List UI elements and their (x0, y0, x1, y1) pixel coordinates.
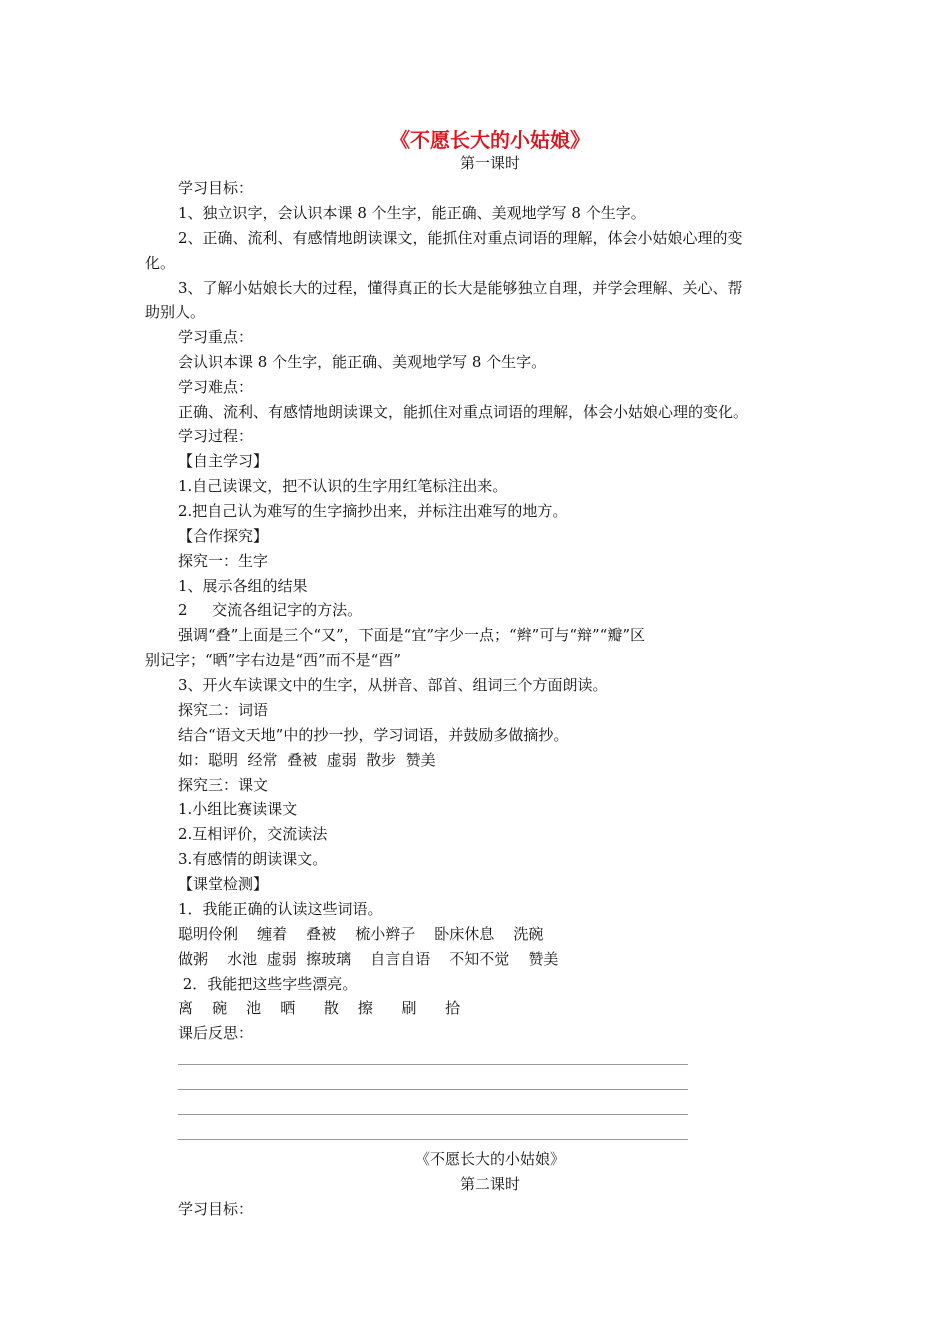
list-item: 1．我能正确的认读这些词语。 (178, 900, 383, 918)
goal-item-continued: 化。 (145, 254, 176, 272)
focus-text: 会认识本课 8 个生字，能正确、美观地学写 8 个生字。 (178, 353, 547, 371)
goals-label: 学习目标： (178, 1200, 254, 1218)
goals-label: 学习目标： (178, 179, 254, 197)
word-list: 如：聪明 经常 叠被 虚弱 散步 赞美 (178, 751, 436, 769)
writing-line (178, 1064, 688, 1065)
section-heading: 【合作探究】 (178, 527, 269, 545)
word-list: 聪明伶俐 缠着 叠被 梳小辫子 卧床休息 洗碗 (178, 925, 544, 943)
list-item: 1.小组比赛读课文 (178, 800, 298, 818)
focus-label: 学习重点： (178, 328, 254, 346)
paragraph: 结合“语文天地”中的抄一抄，学习词语，并鼓励多做摘抄。 (178, 726, 569, 744)
paragraph-continued: 别记字；“晒”字右边是“西”而不是“酉” (145, 651, 402, 669)
paragraph: 强调“叠”上面是三个“又”，下面是“宜”字少一点；“辫”可与“辩”“瓣”区 (178, 626, 646, 644)
goal-item-continued: 助别人。 (145, 303, 206, 321)
document-title: 《不愿长大的小姑娘》 (390, 128, 590, 152)
list-item: 3.有感情的朗读课文。 (178, 850, 328, 868)
section-heading: 【课堂检测】 (178, 875, 269, 893)
goal-item: 1、独立识字，会认识本课 8 个生字，能正确、美观地学写 8 个生字。 (178, 204, 646, 222)
explore-heading: 探究二：词语 (178, 701, 269, 719)
list-item: 1、展示各组的结果 (178, 577, 308, 595)
lesson-heading: 第一课时 (459, 154, 520, 172)
explore-heading: 探究一：生字 (178, 552, 269, 570)
writing-line (178, 1089, 688, 1090)
explore-heading: 探究三：课文 (178, 776, 269, 794)
list-item: 1.自己读课文，把不认识的生字用红笔标注出来。 (178, 477, 508, 495)
section-title: 《不愿长大的小姑娘》 (414, 1150, 565, 1168)
goal-item: 3、了解小姑娘长大的过程，懂得真正的长大是能够独立自理，并学会理解、关心、帮 (178, 279, 743, 297)
reflection-label: 课后反思： (178, 1024, 254, 1042)
lesson-heading: 第二课时 (459, 1175, 520, 1193)
list-item: 3、开火车读课文中的生字，从拼音、部首、组词三个方面朗读。 (178, 676, 608, 694)
goal-item: 2、正确、流利、有感情地朗读课文，能抓住对重点词语的理解，体会小姑娘心理的变 (178, 229, 743, 247)
section-heading: 【自主学习】 (178, 452, 269, 470)
list-item: 2 交流各组记字的方法。 (178, 601, 363, 619)
writing-line (178, 1114, 688, 1115)
writing-line (178, 1139, 688, 1140)
difficulty-text: 正确、流利、有感情地朗读课文，能抓住对重点词语的理解，体会小姑娘心理的变化。 (178, 403, 749, 421)
list-item: 2.把自己认为难写的生字摘抄出来，并标注出难写的地方。 (178, 502, 568, 520)
list-item: 2.互相评价，交流读法 (178, 825, 328, 843)
character-list: 离 碗 池 晒 散 擦 刷 拾 (178, 999, 461, 1017)
process-label: 学习过程： (178, 427, 254, 445)
word-list: 做粥 水池 虚弱 擦玻璃 自言自语 不知不觉 赞美 (178, 950, 559, 968)
difficulty-label: 学习难点： (178, 378, 254, 396)
list-item: 2．我能把这些字些漂亮。 (178, 975, 358, 993)
